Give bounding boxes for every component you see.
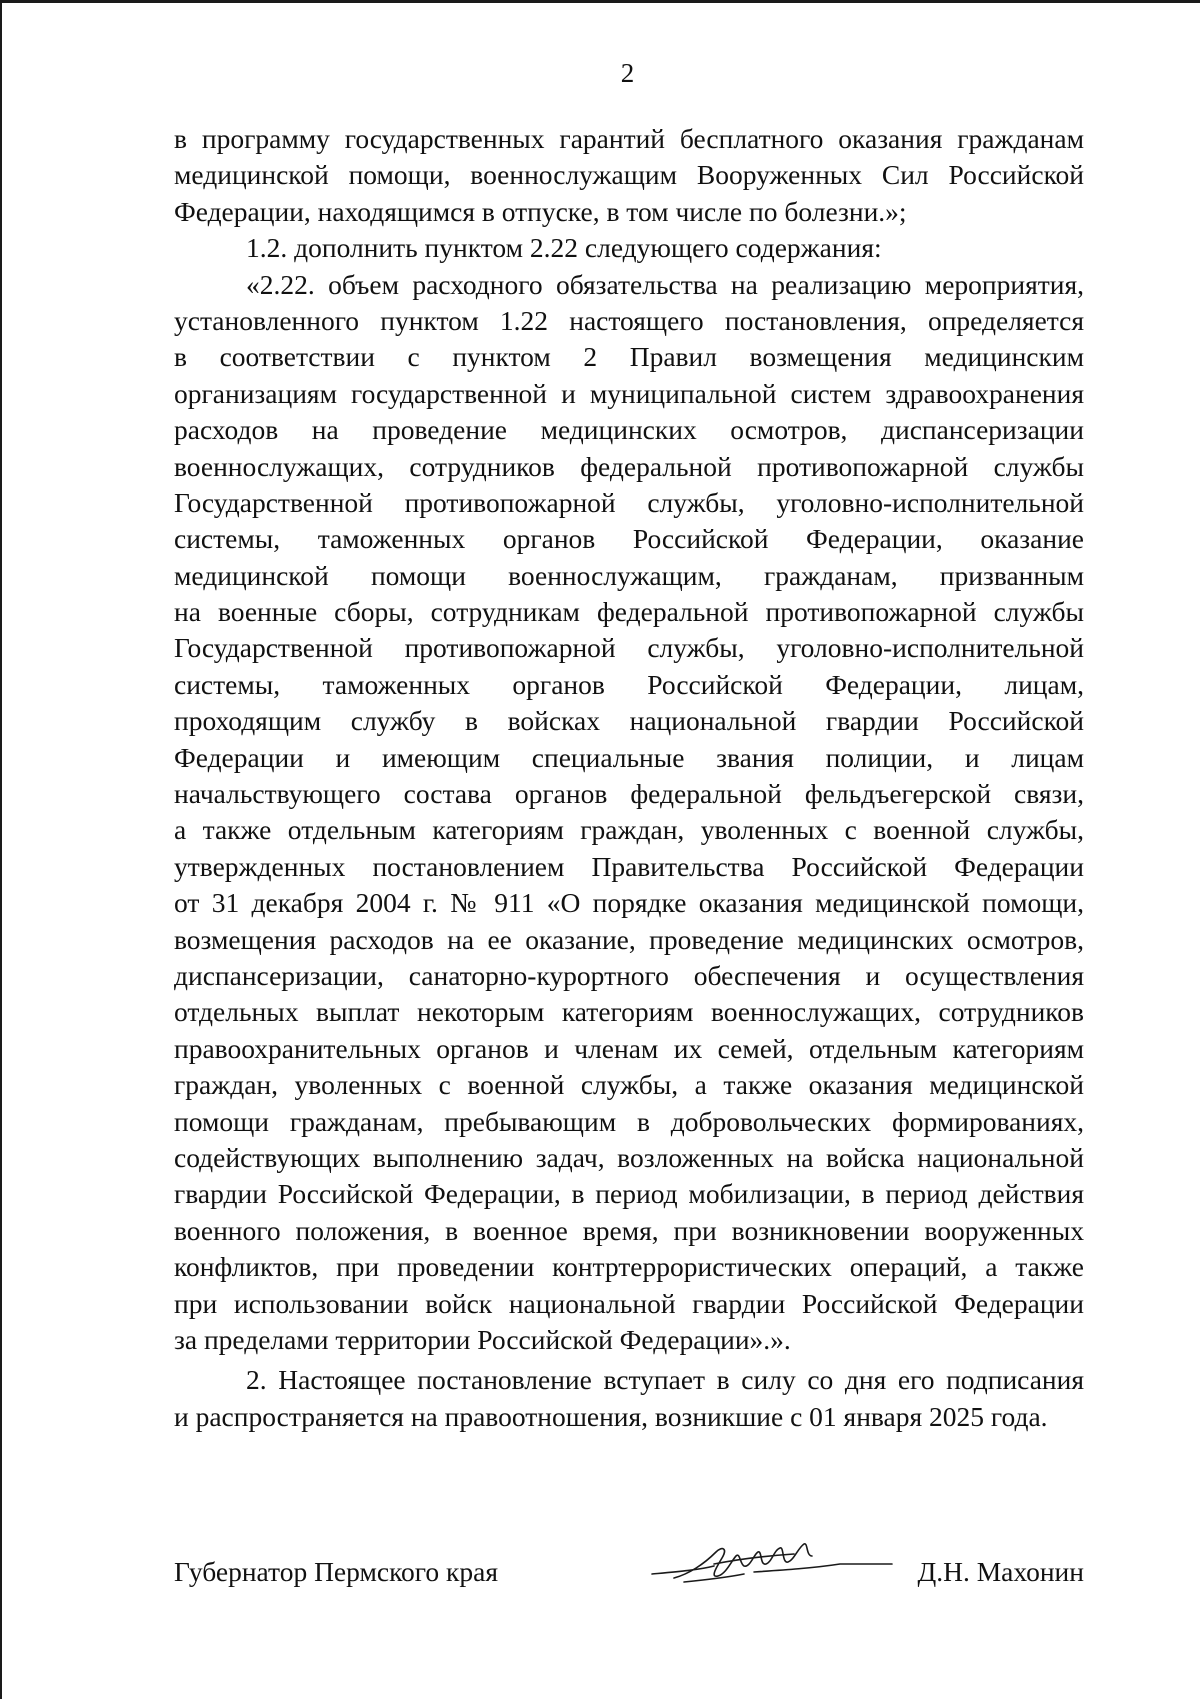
document-body [174, 121, 1084, 1435]
text-line: на военные сборы, сотрудникам федеральной противопожарной службы [174, 596, 1084, 628]
text-line: системы, таможенных органов Российской Федерации, лицам, [174, 668, 1084, 700]
text-line: медицинской помощи военнослужащим, гражданам, призванным [174, 559, 1084, 591]
signature-block [174, 1550, 1084, 1594]
text-line: гвардии Российской Федерации, в период мобилизации, в период действия [174, 1178, 1084, 1210]
text-line: содействующих выполнению задач, возложенных на войска национальной [174, 1141, 1084, 1173]
text-line: граждан, уволенных с военной службы, а также оказания медицинской [174, 1069, 1084, 1101]
text-line: правоохранительных органов и членам их семей, отдельным категориям [174, 1032, 1084, 1064]
text-line: а также отдельным категориям граждан, уволенных с военной службы, [174, 814, 1084, 846]
text-line: начальствующего состава органов федеральной фельдъегерской связи, [174, 778, 1084, 810]
text-line: Государственной противопожарной службы, уголовно-исполнительной [174, 486, 1084, 518]
text-line: 2. Настоящее постановление вступает в силу со дня его подписания [246, 1364, 1084, 1396]
text-line: при использовании войск национальной гвардии Российской Федерации [174, 1287, 1084, 1319]
text-line: отдельных выплат некоторым категориям военнослужащих, сотрудников [174, 996, 1084, 1028]
signatory-position: Губернатор Пермского края [174, 1556, 498, 1587]
text-line: от 31 декабря 2004 г. № 911 «О порядке оказания медицинской помощи, [174, 887, 1084, 919]
text-line: Федерации и имеющим специальные звания полиции, и лицам [174, 741, 1084, 773]
paragraph-item-1-2 [174, 230, 1084, 266]
text-line: и распространяется на правоотношения, возникшие с 01 января 2025 года. [174, 1400, 1048, 1432]
paragraph-continuation [174, 121, 1084, 230]
text-line: утвержденных постановлением Правительства Российской Федерации [174, 850, 1084, 882]
text-line: диспансеризации, санаторно-курортного обеспечения и осуществления [174, 959, 1084, 991]
page-number: 2 [620, 58, 635, 88]
text-line: установленного пунктом 1.22 настоящего постановления, определяется [174, 304, 1084, 336]
signatory-name: Д.Н. Махонин [917, 1556, 1084, 1587]
text-line: медицинской помощи, военнослужащим Вооруженных Сил Российской [174, 159, 1084, 191]
text-line: возмещения расходов на ее оказание, проведение медицинских осмотров, [174, 923, 1084, 955]
text-line: конфликтов, при проведении контртеррористических операций, а также [174, 1251, 1084, 1283]
text-line: организациям государственной и муниципальной систем здравоохранения [174, 377, 1084, 409]
text-line: 1.2. дополнить пунктом 2.22 следующего содержания: [246, 232, 882, 264]
paragraph-item-2-22 [174, 267, 1084, 1359]
paragraph-item-2 [174, 1362, 1084, 1435]
text-line: в соответствии с пунктом 2 Правил возмещения медицинским [174, 341, 1084, 373]
text-line: расходов на проведение медицинских осмотров, диспансеризации [174, 414, 1084, 446]
text-line: «2.22. объем расходного обязательства на реализацию мероприятия, [246, 268, 1084, 300]
text-line: проходящим службу в войсках национальной гвардии Российской [174, 705, 1084, 737]
handwritten-signature [644, 1534, 894, 1594]
text-line: в программу государственных гарантий бесплатного оказания гражданам [174, 123, 1084, 154]
text-line: за пределами территории Российской Федерации».». [174, 1323, 791, 1355]
text-line: Государственной противопожарной службы, уголовно-исполнительной [174, 632, 1084, 664]
text-line: помощи гражданам, пребывающим в добровольческих формированиях, [174, 1105, 1084, 1137]
scan-edge-top [0, 0, 1200, 3]
text-line: военнослужащих, сотрудников федеральной противопожарной службы [174, 450, 1084, 482]
text-line: системы, таможенных органов Российской Федерации, оказание [174, 523, 1084, 555]
text-line: военного положения, в военное время, при возникновении вооруженных [174, 1214, 1084, 1246]
text-line: Федерации, находящимся в отпуске, в том числе по болезни.»; [174, 195, 907, 227]
scan-edge-left [0, 0, 2, 1699]
